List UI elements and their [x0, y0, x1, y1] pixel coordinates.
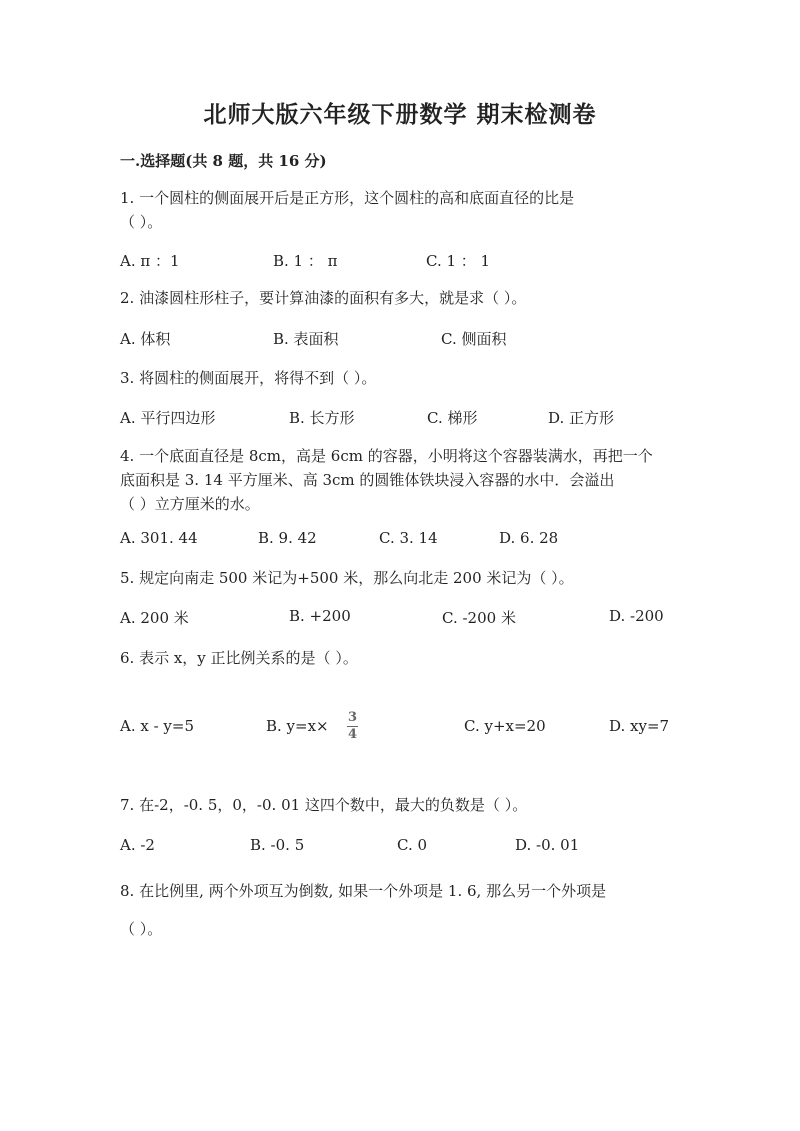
q3-option-d: D. 正方形: [548, 409, 615, 427]
q2-option-a: A. 体积: [120, 330, 171, 348]
q5-option-c: C. -200 米: [442, 609, 516, 627]
question-7: 7. 在-2，-0. 5，0，-0. 01 这四个数中，最大的负数是（ ）。: [120, 796, 528, 814]
q5-option-d: D. -200: [609, 607, 664, 625]
section-heading: 一.选择题(共 8 题，共 16 分): [120, 152, 327, 170]
q4-option-d: D. 6. 28: [499, 529, 559, 547]
question-4-line-3: （ ）立方厘米的水。: [120, 495, 260, 513]
question-8-line-2: （ ）。: [120, 920, 163, 938]
question-5: 5. 规定向南走 500 米记为+500 米，那么向北走 200 米记为（ ）。: [120, 569, 574, 587]
q7-option-a: A. -2: [120, 836, 155, 854]
q3-option-a: A. 平行四边形: [120, 409, 216, 427]
q5-option-b: B. +200: [289, 607, 351, 625]
question-4-line-2: 底面积是 3. 14 平方厘米、高 3cm 的圆锥体铁块浸入容器的水中．会溢出: [120, 471, 615, 489]
question-4: [120, 444, 700, 516]
q4-option-c: C. 3. 14: [379, 529, 438, 547]
q6-option-c: C. y+x=20: [464, 717, 546, 735]
question-2: 2. 油漆圆柱形柱子，要计算油漆的面积有多大，就是求（ ）。: [120, 289, 527, 307]
q5-option-a: A. 200 米: [120, 609, 189, 627]
q7-option-d: D. -0. 01: [515, 836, 580, 854]
q7-option-b: B. -0. 5: [250, 836, 305, 854]
question-1-line-2: （ ）。: [120, 213, 163, 231]
question-4-line-1: 4. 一个底面直径是 8cm，高是 6cm 的容器，小明将这个容器装满水，再把一个: [120, 447, 653, 465]
fraction-denominator: 4: [347, 727, 358, 742]
q1-option-a: A. π ：1: [120, 252, 180, 270]
question-6: 6. 表示 x，y 正比例关系的是（ ）。: [120, 649, 358, 667]
q4-option-b: B. 9. 42: [258, 529, 317, 547]
q2-option-b: B. 表面积: [273, 330, 339, 348]
question-8-line-1: 8. 在比例里, 两个外项互为倒数, 如果一个外项是 1. 6, 那么另一个外项是: [120, 882, 607, 900]
q6-option-a: A. x - y=5: [120, 717, 195, 735]
q2-option-c: C. 侧面积: [441, 330, 507, 348]
q1-option-c: C. 1 ： 1: [426, 252, 491, 270]
question-1-line-1: 1. 一个圆柱的侧面展开后是正方形，这个圆柱的高和底面直径的比是: [120, 189, 575, 207]
q3-option-b: B. 长方形: [289, 409, 355, 427]
q6-fraction: [347, 711, 358, 742]
question-3: 3. 将圆柱的侧面展开，将得不到（ ）。: [120, 369, 377, 387]
q4-option-a: A. 301. 44: [120, 529, 198, 547]
q7-option-c: C. 0: [397, 836, 428, 854]
question-1: [120, 186, 680, 234]
fraction-numerator: 3: [347, 710, 358, 725]
q1-option-b: B. 1 ： π: [273, 252, 338, 270]
q3-option-c: C. 梯形: [427, 409, 478, 427]
page-title: 北师大版六年级下册数学 期末检测卷: [203, 101, 597, 128]
q6-option-d: D. xy=7: [609, 717, 670, 735]
q6-option-b: B. y=x×: [266, 717, 329, 735]
question-8: [120, 872, 680, 948]
